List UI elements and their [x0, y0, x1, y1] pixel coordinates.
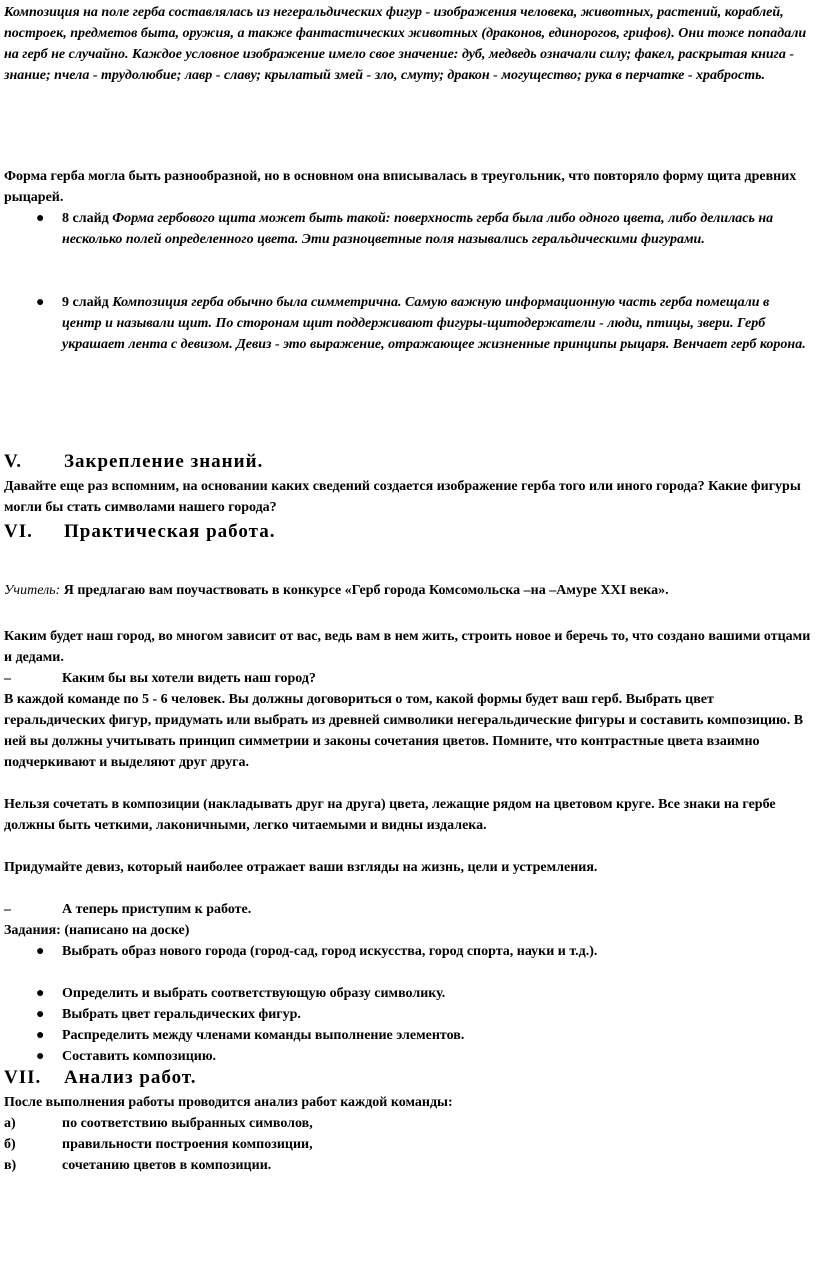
dash-text: А теперь приступим к работе.: [62, 902, 252, 917]
teacher-text: Я предлагаю вам поучаствовать в конкурсе «Герб города Комсомольска –на –Амуре XXI века».: [63, 583, 669, 598]
task-text: Распределить между членами команды выполнение элементов.: [62, 1028, 465, 1043]
section-number: VII.: [4, 1067, 42, 1088]
slide-number: 9 слайд: [62, 295, 109, 310]
item-text: правильности построения композиции,: [62, 1137, 313, 1152]
bullet-icon: ●: [36, 1007, 45, 1022]
paragraph-team-task: В каждой команде по 5 - 6 человек. Вы должны договориться о том, какой формы будет ваш герб. Выбрать цвет геральдических фигур, придумать или выбрать из древней символики негеральдические фигуры и составить композицию. В ней вы должны учитывать принцип симметрии и законы сочетания цветов. Помните, что контрастные цвета взаимно подчеркивают и выделяют друг друга.: [4, 692, 804, 770]
bullet-icon: ●: [36, 1049, 45, 1064]
task-item: [36, 941, 807, 962]
slide-text: Форма гербового щита может быть такой: поверхность герба была либо одного цвета, либо делилась на несколько полей определенного цвета. Эти разноцветные поля назывались геральдическими фигурами.: [62, 211, 774, 247]
list-item-slide-8: [36, 208, 807, 250]
item-label: а): [4, 1116, 16, 1131]
tasks-label: Задания: (написано на доске): [4, 923, 190, 938]
task-item: [36, 983, 807, 1004]
task-item: [36, 1004, 807, 1025]
section-title: Практическая работа.: [64, 521, 276, 542]
paragraph-heraldic-figures: Композиция на поле герба составлялась из негеральдических фигур - изображения человека, животных, растений, кораблей, построек, предметов быта, оружия, а также фантастических животных (драконов, единорогов, грифов). Они тоже попадали на герб не случайно. Каждое условное изображение имело свое значение: дуб, медведь означали силу; факел, раскрытая книга - знание; пчела - трудолюбие; лавр - славу; крылатый змей - зло, смуту; дракон - могущество; рука в перчатке - храбрость.: [4, 5, 807, 83]
paragraph-shield-shape: Форма герба могла быть разнообразной, но в основном она вписывалась в треугольник, что повторяло форму щита древних рыцарей.: [4, 169, 797, 205]
section-heading-vi: [4, 520, 812, 544]
task-text: Определить и выбрать соответствующую образу символику.: [62, 986, 446, 1001]
section-number: VI.: [4, 521, 33, 542]
paragraph-analysis-intro: После выполнения работы проводится анализ работ каждой команды:: [4, 1095, 453, 1110]
bullet-icon: ●: [36, 944, 45, 959]
bullet-icon: ●: [36, 1028, 45, 1043]
analysis-item: [4, 1155, 812, 1176]
slide-text: Композиция герба обычно была симметрична. Самую важную информационную часть герба помещали в центр и называли щит. По сторонам щит поддерживают фигуры-щитодержатели - люди, птицы, звери. Герб украшает лента с девизом. Девиз - это выражение, отражающее жизненные принципы рыцаря. Венчает герб корона.: [62, 295, 806, 352]
section-heading-v: [4, 450, 812, 474]
bullet-icon: ●: [36, 295, 45, 310]
list-item-slide-9: [36, 292, 807, 355]
task-text: Выбрать образ нового города (город-сад, город искусства, город спорта, науки и т.д.).: [62, 944, 598, 959]
dash-item-question: [4, 668, 812, 689]
slide-number: 8 слайд: [62, 211, 109, 226]
dash-marker: –: [4, 902, 11, 917]
paragraph-teacher: [4, 580, 812, 601]
section-title: Анализ работ.: [64, 1067, 197, 1088]
item-label: в): [4, 1158, 17, 1173]
dash-marker: –: [4, 671, 11, 686]
section-number: V.: [4, 451, 23, 472]
bullet-icon: ●: [36, 211, 45, 226]
teacher-label: Учитель:: [4, 583, 61, 598]
item-label: б): [4, 1137, 16, 1152]
bullet-icon: ●: [36, 986, 45, 1001]
task-text: Выбрать цвет геральдических фигур.: [62, 1007, 301, 1022]
paragraph-reinforcement: Давайте еще раз вспомним, на основании каких сведений создается изображение герба того или иного города? Какие фигуры могли бы стать символами нашего города?: [4, 479, 801, 515]
dash-text: Каким бы вы хотели видеть наш город?: [62, 671, 316, 686]
dash-item-start: [4, 899, 812, 920]
task-text: Составить композицию.: [62, 1049, 217, 1064]
paragraph-color-rules: Нельзя сочетать в композиции (накладывать друг на друга) цвета, лежащие рядом на цветовом круге. Все знаки на гербе должны быть четкими, лаконичными, легко читаемыми и видны издалека.: [4, 797, 776, 833]
item-text: по соответствию выбранных символов,: [62, 1116, 313, 1131]
paragraph-motto: Придумайте девиз, который наиболее отражает ваши взгляды на жизнь, цели и устремления.: [4, 860, 598, 875]
analysis-item: [4, 1113, 812, 1134]
paragraph-our-city: Каким будет наш город, во многом зависит от вас, ведь вам в нем жить, строить новое и беречь то, что создано вашими отцами и дедами.: [4, 629, 811, 665]
item-text: сочетанию цветов в композиции.: [62, 1158, 272, 1173]
section-heading-vii: [4, 1066, 812, 1090]
task-item: [36, 1025, 807, 1046]
task-item: [36, 1046, 807, 1067]
analysis-item: [4, 1134, 812, 1155]
section-title: Закрепление знаний.: [64, 451, 264, 472]
